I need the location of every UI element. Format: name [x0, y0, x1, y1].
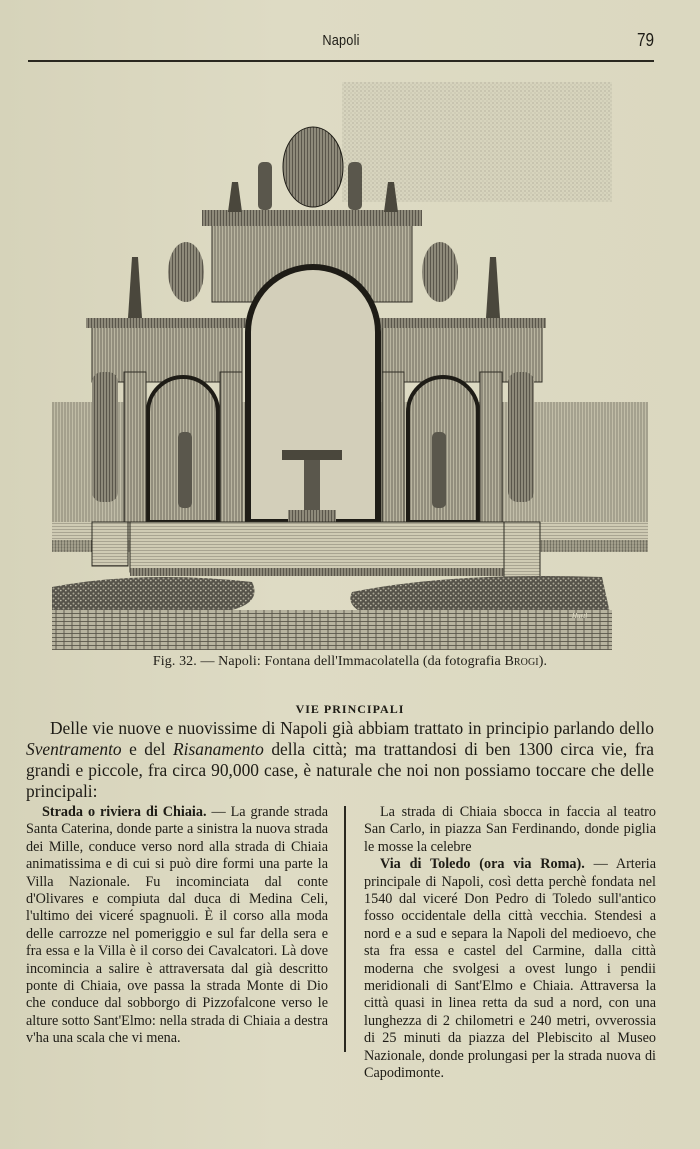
intro-text-1: Delle vie nuove e nuovissime di Napoli già abbiam trattato in principio parlando dello — [50, 718, 654, 738]
intro-italic-2: Risanamento — [173, 739, 264, 759]
right-finial — [486, 257, 500, 318]
sky-tone — [342, 82, 612, 202]
running-head — [28, 26, 654, 56]
fountain-stem — [304, 460, 320, 510]
left-lead-heading: Strada o riviera di Chiaia. — [42, 804, 207, 820]
cherub-right — [348, 162, 362, 210]
intro-text-2: e del — [121, 739, 174, 759]
obelisk-left — [228, 182, 242, 212]
cherub-left — [258, 162, 272, 210]
right-cornice — [378, 318, 546, 328]
column-divider — [344, 806, 346, 1052]
statue-left — [178, 432, 192, 508]
caryatid-left — [92, 372, 118, 502]
intro-paragraph — [26, 718, 654, 802]
steps-base — [130, 568, 510, 576]
left-cornice — [86, 318, 246, 328]
fountain-basin — [282, 450, 342, 460]
pier-left — [92, 522, 128, 566]
header-rule — [28, 60, 654, 62]
engraver-signature: Hurtl — [572, 612, 588, 620]
right-shield — [422, 242, 458, 302]
crest — [283, 127, 343, 207]
cobbled-path — [52, 610, 612, 650]
steps — [130, 522, 510, 572]
column — [480, 372, 502, 522]
fountain-engraving — [52, 82, 648, 650]
right-lead-heading: Via di Toledo (ora via Roma). — [380, 856, 585, 873]
left-column — [26, 804, 328, 1048]
left-shield — [168, 242, 204, 302]
page-number: 79 — [636, 30, 654, 50]
column — [382, 372, 404, 522]
right-para-1: La strada di Chiaia sbocca in faccia al teatro San Carlo, in piazza San Ferdinando, donde piglia le mosse la celebre — [364, 804, 656, 855]
column — [124, 372, 146, 522]
cornice-top — [202, 210, 422, 226]
figure-caption — [0, 654, 700, 670]
intro-text-3: della città; ma trattandosi di ben 1300 circa vie, fra grandi e piccole, fra circa 90,000 case, è naturale che noi non possiamo toccare che delle principali: — [26, 739, 654, 801]
section-title: VIE PRINCIPALI — [295, 702, 405, 716]
caryatid-right — [508, 372, 534, 502]
column — [220, 372, 242, 522]
left-column-text: — La grande strada Santa Caterina, donde parte a sinistra la nuova strada dei Mille, conduce verso nord alla strada di Chiaia animatissima e di cui si può dire formi una parte la Villa Nazionale. Fu incominciata dal conte d'Olivares e compiuta dal duca di Medina Celi, l'ultimo dei viceré spagnuoli. È il corso alla moda delle carrozze nel pomeriggio e sul far della sera e fra essa e la Villa è il corso dei Cavalcatori. Là dove incomincia a salire è attraversata dal già descritto ponte di Chiaia, ove passa la strada Monte di Dio che conduce dal sobborgo di Pizzofalcone verso le alture sotto Sant'Elmo: nella strada di Chiaia a destra v'ha una scala che vi mena. — [26, 804, 328, 1047]
statue-right — [432, 432, 446, 508]
garden-left — [52, 577, 255, 610]
pier-right — [504, 522, 540, 582]
caption-credit: Brogi — [504, 654, 539, 669]
intro-italic-1: Sventramento — [26, 739, 122, 759]
right-column-text: — Arteria principale di Napoli, così detta perchè fondata nel 1540 dal viceré Don Pedro di Toledo sull'antico fosso occidentale della città vecchia. Stendesi a nord e a sud e separa la Napoli del medioevo, che sta fra essa e castel del Carmine, dalla città moderna che svolgesi a ovest lungo i pendii meridionali di Sant'Elmo e Chiaia. Attraversa la città quasi in linea retta da sud a nord, con una lunghezza di 2 chilometri e 240 metri, ovverossia di 25 minuti da piazza del Plebiscito al Museo Nazionale, donde prolungasi per la strada nuova di Capodimonte. — [364, 856, 657, 1082]
left-finial — [128, 257, 142, 318]
caption-text: Fig. 32. — Napoli: Fontana dell'Immacolatella (da fotografia — [152, 654, 505, 669]
right-column — [364, 804, 656, 1083]
running-head-title: Napoli — [322, 32, 360, 49]
engraving-illustration — [52, 82, 648, 650]
caption-suffix: ). — [538, 654, 548, 669]
